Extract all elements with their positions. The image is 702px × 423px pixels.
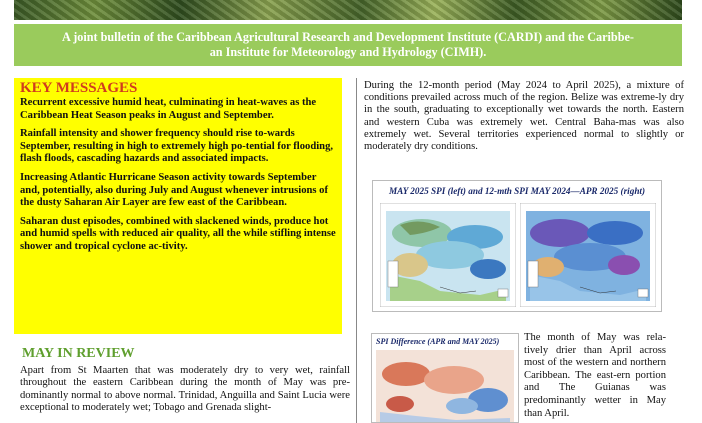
key-messages-box [14,78,342,334]
column-divider [356,78,357,423]
key-message-4: Saharan dust episodes, combined with slackened winds, produce hot and humid spells with reduced air quality, all the while stifling intense shower and tropical cyclone ac-tivity. [20,215,336,252]
key-message-2: Rainfall intensity and shower frequency should rise to-wards September, resulting in high to extremely high po-tential for flooding, flash floods, cascading hazards and associated impacts. [20,128,334,165]
spi-difference-text: The month of May was rela-tively drier than April across most of the western and northern Caribbean. The east-ern portion and The Guianas was predominantly wetter in May than April. [524,332,666,419]
key-message-3: Increasing Atlantic Hurricane Season activity towards September and, potentially, also during July and August whenever intrusions of the dusty Saharan Air Layer are few east of the Caribbean. [20,171,328,209]
key-messages-title: KEY MESSAGES [20,80,138,96]
spi-map-left [380,203,516,307]
spi-difference-figure [371,333,519,423]
twelve-month-text: During the 12-month period (May 2024 to April 2025), a mixture of conditions prevailed across much of the region. Belize was extreme-ly dry in the south, graduating to exceptionally wet towards the north. Eastern and western Cuba was extremely wet. Central Baha-mas was also extremely wet. Several territories experienced normal to slightly or moderately dry conditions. [364,80,684,153]
banner-line-2: an Institute for Meteorology and Hydrology (CIMH). [209,45,487,59]
spi-difference-caption: SPI Difference (APR and MAY 2025) [376,337,500,346]
banner-line-1: A joint bulletin of the Caribbean Agricultural Research and Development Institute (CARDI) and the Caribbe- [62,30,634,44]
spi-difference-map [376,350,514,422]
bulletin-banner [14,24,682,66]
spi-maps-figure [372,180,662,312]
key-message-1: Recurrent excessive humid heat, culminating in heat-waves as the Caribbean Heat Season peaks in August and September. [20,97,317,121]
spi-map-right [520,203,656,307]
may-review-text: Apart from St Maarten that was moderately dry to very wet, rainfall throughout the eastern Caribbean during the month of May was pre-dominantly normal to above normal. Trinidad, Anguilla and Saint Lucia were exceptional to moderately wet; Tobago and Grenada slight- [20,365,350,414]
header-photo [14,0,682,20]
may-review-title: MAY IN REVIEW [22,346,135,361]
spi-maps-caption: MAY 2025 SPI (left) and 12-mth SPI MAY 2024—APR 2025 (right) [388,186,646,196]
